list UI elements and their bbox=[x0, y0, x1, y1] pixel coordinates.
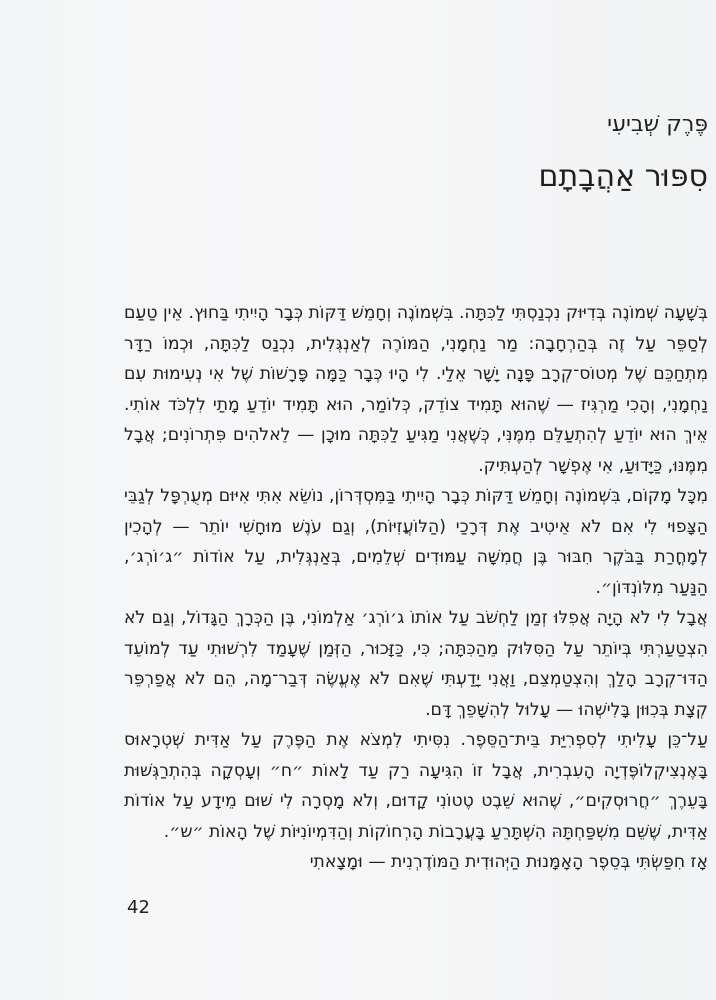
paragraph-1: בְּשָׁעָה שְׁמוֹנֶה בְּדִיּוּק נִכְנַסְתִּי לַכִּתָּה. בִּשְׁמוֹנֶה וְחָמֵשׁ דַּקּוֹת כְּבָר הָיִיתִי בַּחוּץ. אֵין טַעַם לְסַפֵּר עַל זֶה בְּהַרְחָבָה: מַר נַחְמָנִי, הַמּוֹרֶה לְאַנְגְּלִית, נִכְנַס לַכִּתָּה, וּכְמוֹ רַדָּר מִתְחַכֵּם שֶׁל מְטוֹס־קְרָב פָּנָה יָשָׁר אֵלַי. לִי הָיוּ כְּבָר כַּמָּה פָּרָשׁוֹת שֶׁל אִי נְעִימוּת עִם נַחְמָנִי, וְהָכִי מַרְגִּיז — שֶׁהוּא תָּמִיד צוֹדֵק, כְּלוֹמַר, הוּא תָּמִיד יוֹדֵעַ מָתַי לִלְכֹּד אוֹתִי. אֵיךְ הוּא יוֹדֵעַ לְהִתְעַלֵּם מִמֶּנִּי, כְּשֶׁאֲנִי מַגִּיעַ לַכִּתָּה מוּכָן — לֵאלֹהִים פִּתְרוֹנִים; אֲבָל מִמֶּנּוּ, כַּיָּדוּעַ, אִי אֶפְשָׁר לְהַעְתִּיק. bbox=[124, 303, 708, 476]
paragraph-4: עַל־כֵּן עָלִיתִי לְסִפְרִיַּת בֵּית־הַסֵּפֶר. נִסִּיתִי לִמְצֹא אֶת הַפֶּרֶק עַל אַדִּית שְׁטְרָאוּס בָּאֶנְצִיקְלוֹפֶּדְיָה הָעִבְרִית, אֲבָל זוֹ הִגִּיעָה רַק עַד לָאוֹת ״ח״ וְעָסְקָה בְּהִתְרַגְּשׁוּת בָּעֵרֶךְ ״חֲרוּסְקִים״, שֶׁהוּא שֵׁבֶט טֶטוֹנִי קָדוּם, וְלֹא מָסְרָה לִי שׁוּם מֵידָע עַל אוֹדוֹת אַדִּית, שֶׁשֵּׁם מִשְׁפַּחְתָּהּ הִשְׁתָּרֵעַ בָּעֲרָבוֹת הָרְחוֹקוֹת וְהַדִּמְיוֹנִיּוֹת שֶׁל הָאוֹת ״ש״. bbox=[124, 730, 708, 842]
paragraph-2: מִכָּל מָקוֹם, בִּשְׁמוֹנֶה וְחָמֵשׁ דַּקּוֹת כְּבָר הָיִיתִי בַּמִּסְדְּרוֹן, נוֹשֵׂא אִתִּי אִיּוּם מְעֻרְפָּל לְגַבֵּי הַצָּפוּי לִי אִם לֹא אֵיטִיב אֶת דְּרָכַי (הַלּוֹעֲזִיּוֹת), וְגַם עֹנֶשׁ מוּחָשִׁי יוֹתֵר — לְהָכִין לְמָחֳרַת בַּבֹּקֶר חִבּוּר בֶּן חֲמִשָּׁה עַמּוּדִים שְׁלֵמִים, בְּאַנְגְּלִית, עַל אוֹדוֹת ״ג׳וֹרְג׳, הַנַּעַר מִלּוֹנְדּוֹן״. bbox=[124, 486, 708, 598]
text-block bbox=[124, 110, 708, 878]
body-text bbox=[124, 298, 708, 878]
chapter-label: פֶּרֶק שְׁבִיעִי bbox=[607, 112, 708, 137]
paragraph-3: אֲבָל לִי לֹא הָיָה אֲפִלּוּ זְמַן לַחְשֹׁב עַל אוֹתוֹ ג׳וֹרְג׳ אַלְמוֹנִי, בֶּן הַכְּרָךְ הַגָּדוֹל, וְגַם לֹא הִצְטַעַרְתִּי בְּיוֹתֵר עַל הַסִּלּוּק מֵהַכִּתָּה; כִּי, כַּזָּכוּר, הַזְּמַן שֶׁעָמַד לִרְשׁוּתִי עַד לְמוֹעֵד הַדּוּ־קְרָב הָלַךְ וְהִצְטַמְצֵם, וַאֲנִי יָדַעְתִּי שֶׁאִם לֹא אֶעֱשֶׂה דְּבַר־מָה, הֵם לֹא אֲפַרְפֵּר קְצָת בְּכִוּוּן בָּלִישְׁהוּ — עָלוּל לְהִשָּׁפֵךְ דָּם. bbox=[124, 608, 708, 720]
page-number: 42 bbox=[127, 897, 150, 918]
chapter-title: סִפּוּר אַהֲבָתָם bbox=[538, 159, 708, 194]
paragraph-5: אָז חִפַּשְׂתִּי בְּסֵפֶר הָאָמָּנוּת הַיְּהוּדִית הַמּוֹדֶרְנִית — וּמָצָאתִי bbox=[309, 852, 708, 872]
